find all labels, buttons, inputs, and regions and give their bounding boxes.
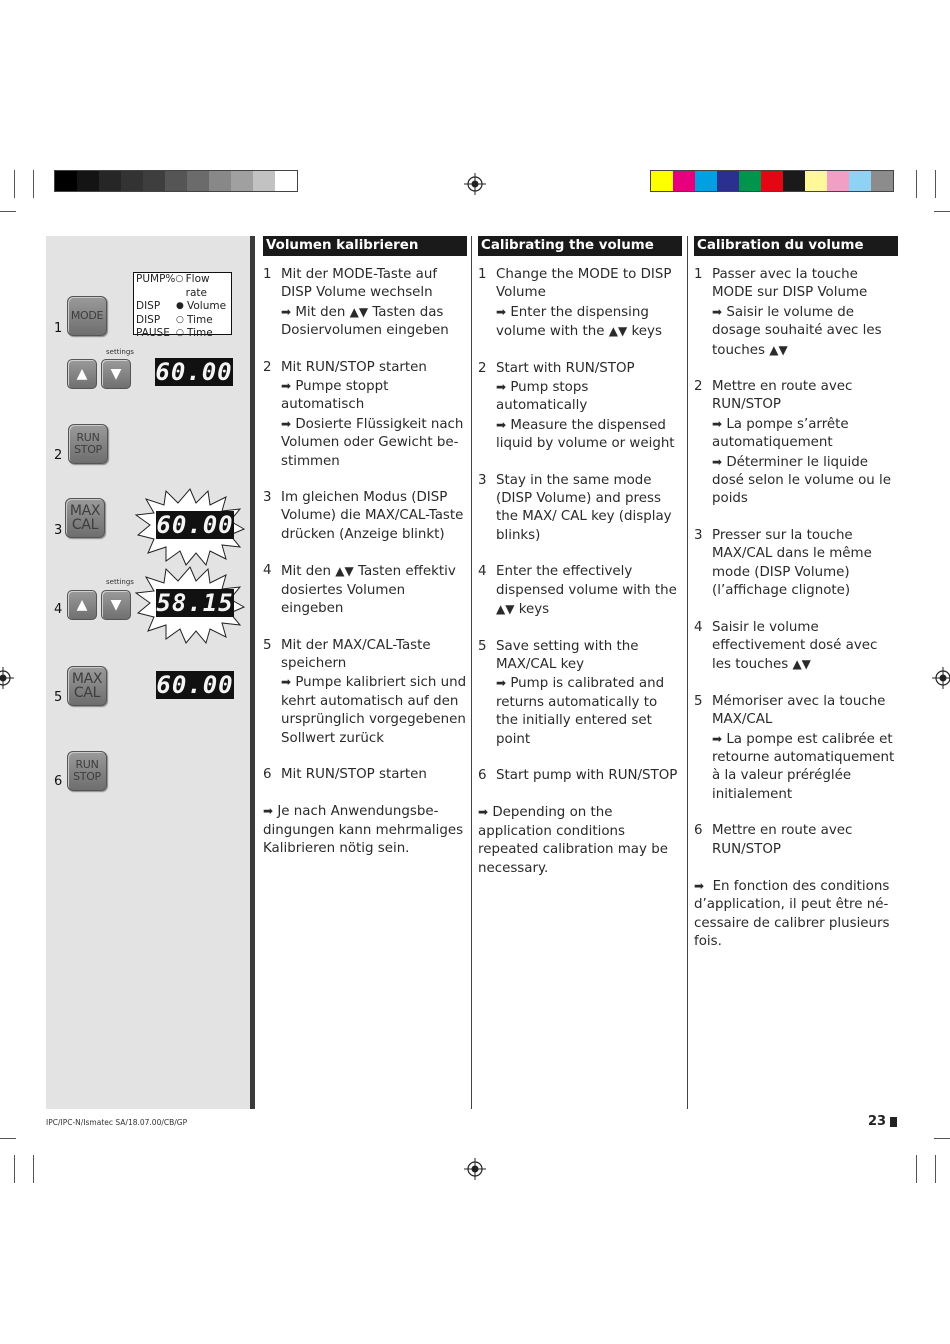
grey-swatch: [275, 171, 297, 191]
settings-label: settings: [106, 578, 134, 586]
radio-empty-icon: ○: [176, 328, 184, 338]
mode-name: DISP: [136, 300, 161, 312]
step-index: 4: [263, 563, 272, 579]
step-index: 2: [263, 359, 272, 375]
step-index: 4: [694, 619, 703, 635]
step-result: [496, 303, 682, 342]
up-down-keys-icon: ▲▼: [769, 342, 788, 357]
color-swatch: [783, 171, 805, 191]
crop-mark: [14, 1155, 15, 1183]
step-text: Tasten das Dosiervolumen eingeben: [281, 304, 449, 339]
mode-row: [134, 300, 231, 314]
lcd-display-blinking: 58.15: [156, 589, 234, 617]
step-number: 2: [54, 448, 63, 463]
radio-filled-icon: ●: [176, 301, 184, 311]
key-label-line: MAX: [69, 503, 101, 519]
instruction-step: [263, 637, 467, 748]
run-stop-key-label: [74, 432, 102, 456]
color-swatch: [849, 171, 871, 191]
step-index: 2: [478, 360, 487, 376]
arrow-up-icon: ▲: [76, 597, 88, 613]
step-text: Mémoriser avec la touche MAX/CAL: [712, 693, 886, 728]
step-text: keys: [518, 602, 550, 618]
step-index: 1: [694, 267, 703, 282]
run-stop-key-label: [73, 759, 101, 783]
mode-label: Volume: [187, 300, 227, 312]
registration-mark-icon: [464, 1158, 486, 1180]
step-text: Mit RUN/STOP starten: [281, 359, 427, 375]
crop-mark: [916, 1155, 917, 1183]
panel-divider: [250, 236, 255, 1109]
mode-name: DISP: [136, 313, 161, 326]
mode-label: Time: [187, 313, 213, 326]
mode-key[interactable]: [67, 296, 107, 336]
grey-swatch: [99, 171, 121, 191]
step-index: 3: [478, 472, 487, 488]
crop-mark: [0, 1138, 16, 1139]
page-number-text: 23: [868, 1114, 887, 1129]
crop-mark: [935, 170, 936, 198]
step-text: Start pump with RUN/STOP: [496, 767, 678, 783]
step-index: 5: [263, 637, 272, 653]
page-number: [868, 1114, 897, 1129]
instruction-step: [263, 766, 467, 784]
step-index: 5: [478, 638, 487, 654]
arrow-up-icon: ▲: [76, 366, 88, 382]
arrow-right-icon: ➡: [478, 805, 489, 820]
step-text: Mettre en route avec RUN/STOP: [712, 379, 853, 413]
step-result: [712, 415, 898, 453]
color-swatch: [871, 171, 893, 191]
note: [478, 803, 682, 878]
color-swatch: [739, 171, 761, 191]
step-text: Mit der MAX/CAL-Taste speichern: [281, 637, 431, 671]
step-text: Im gleichen Modus (DISP Volume) die MAX/CAL-Taste drücken (Anzeige blinkt): [281, 490, 464, 542]
step-result: [281, 673, 467, 748]
grey-swatch: [231, 171, 253, 191]
mode-row: [134, 327, 231, 341]
note-text: Depending on the application conditions repeated calibration may be necessary.: [478, 805, 668, 876]
arrow-down-icon: ▼: [110, 366, 122, 382]
crop-mark: [916, 170, 917, 198]
step-text: Pump stops automatically: [496, 380, 589, 414]
lcd-display: 60.00: [155, 358, 233, 386]
arrow-right-icon: ➡: [712, 454, 723, 469]
grey-swatch: [55, 171, 77, 191]
mode-label: Time: [187, 327, 213, 339]
column-french: [694, 236, 898, 952]
step-result: [496, 378, 682, 416]
step-text: Mit den: [295, 304, 346, 320]
note: [694, 877, 898, 952]
column-german: [263, 236, 467, 859]
key-label-line: MAX: [71, 671, 103, 687]
color-swatch: [805, 171, 827, 191]
step-text: Saisir le volume de dosage souhaité avec les touches: [712, 304, 882, 358]
step-number: 6: [54, 774, 63, 789]
step-index: 3: [694, 527, 703, 543]
section-heading: Calibrating the volume: [478, 236, 682, 256]
mode-label: Flow rate: [185, 273, 210, 299]
run-stop-key[interactable]: [68, 424, 108, 464]
arrow-right-icon: ➡: [694, 878, 705, 893]
down-key[interactable]: [101, 590, 131, 620]
crop-mark: [934, 1138, 950, 1139]
step-text: Stay in the same mode (DISP Volume) and press the MAX/ CAL key (display blinks): [496, 472, 672, 543]
step-index: 1: [263, 267, 272, 282]
max-cal-key[interactable]: [65, 498, 105, 538]
document-code: IPC/IPC-N/Ismatec SA/18.07.00/CB/GP: [46, 1118, 188, 1127]
step-text: Mettre en route avec RUN/STOP: [712, 823, 853, 857]
arrow-right-icon: ➡: [712, 416, 723, 431]
instruction-step: [263, 359, 467, 471]
step-number: 1: [54, 321, 63, 336]
up-key[interactable]: [67, 359, 97, 389]
radio-empty-icon: ○: [175, 274, 184, 284]
step-text: Measure the dispensed liquid by volume or weight: [496, 417, 675, 452]
up-down-keys-icon: ▲▼: [608, 324, 628, 339]
max-cal-key[interactable]: [67, 666, 107, 706]
key-label-line: CAL: [73, 685, 101, 701]
up-key[interactable]: [67, 590, 97, 620]
instruction-step: [694, 693, 898, 804]
arrow-right-icon: ➡: [263, 804, 274, 819]
instruction-step: [694, 527, 898, 601]
color-swatch: [827, 171, 849, 191]
step-text: Pump is calibrated and returns automatically to the initially entered set point: [496, 676, 665, 747]
step-number: 3: [54, 523, 63, 538]
grey-swatch: [187, 171, 209, 191]
step-text: keys: [631, 324, 662, 340]
key-label-line: RUN: [76, 431, 100, 444]
lcd-display-blinking: 60.00: [156, 511, 234, 539]
step-text: Dosierte Flüssigkeit nach Volumen oder Gewicht be-stimmen: [281, 416, 464, 469]
color-swatch: [717, 171, 739, 191]
step-index: 3: [263, 490, 272, 506]
instruction-step: [263, 266, 467, 341]
column-divider: [471, 236, 472, 1109]
page-marker-icon: [890, 1117, 897, 1127]
mode-row: [134, 273, 231, 300]
step-result: [712, 303, 898, 360]
note: [263, 802, 467, 858]
step-text: Mit den: [281, 564, 332, 580]
step-text: Passer avec la touche MODE sur DISP Volume: [712, 267, 868, 301]
instruction-step: [694, 822, 898, 859]
color-swatch: [695, 171, 717, 191]
down-key[interactable]: [101, 359, 131, 389]
arrow-right-icon: ➡: [281, 675, 292, 690]
grey-swatch: [209, 171, 231, 191]
mode-row: [134, 314, 231, 328]
arrow-right-icon: ➡: [496, 380, 507, 395]
step-result: [281, 303, 467, 341]
grey-swatch: [165, 171, 187, 191]
crop-mark: [14, 170, 15, 198]
crop-mark: [934, 211, 950, 212]
arrow-right-icon: ➡: [281, 416, 292, 431]
step-index: 6: [263, 766, 272, 782]
crop-mark: [33, 170, 34, 198]
step-text: Tasten effektiv dosiertes Volumen eingeben: [281, 564, 456, 617]
instruction-step: [263, 489, 467, 544]
instruction-step: [478, 472, 682, 546]
step-index: 4: [478, 564, 487, 580]
step-text: Mit RUN/STOP starten: [281, 766, 427, 782]
column-divider: [687, 236, 688, 1109]
note-text: En fonction des conditions d’application, il peut être né-cessaire de calibrer plusieurs fois.: [694, 878, 890, 950]
step-result: [496, 416, 682, 454]
step-number: 5: [54, 690, 63, 705]
step-result: [496, 674, 682, 749]
instruction-step: [263, 562, 467, 618]
key-label-line: RUN: [75, 758, 99, 771]
step-text: Pumpe stoppt automatisch: [281, 379, 389, 413]
instruction-step: [478, 767, 682, 785]
arrow-right-icon: ➡: [496, 417, 507, 432]
registration-mark-icon: [0, 667, 14, 689]
step-text: Presser sur la touche MAX/CAL dans le même mode (DISP Volume) (l’affichage clignote): [712, 527, 872, 599]
run-stop-key[interactable]: [67, 751, 107, 791]
up-down-keys-icon: ▲▼: [349, 304, 369, 319]
step-text: Change the MODE to DISP Volume: [496, 267, 672, 301]
settings-label: settings: [106, 348, 134, 356]
section-heading: Volumen kalibrieren: [263, 236, 467, 256]
step-index: 6: [478, 767, 487, 783]
arrow-right-icon: ➡: [496, 304, 507, 319]
step-text: La pompe s’arrête automatiquement: [712, 416, 849, 451]
arrow-right-icon: ➡: [712, 731, 723, 746]
arrow-right-icon: ➡: [281, 304, 292, 319]
step-index: 6: [694, 823, 703, 839]
step-text: Save setting with the MAX/CAL key: [496, 638, 639, 672]
registration-mark-icon: [932, 667, 950, 689]
instruction-step: [694, 378, 898, 509]
grey-swatch: [143, 171, 165, 191]
step-index: 1: [478, 267, 487, 282]
arrow-right-icon: ➡: [712, 304, 723, 319]
instruction-step: [694, 619, 898, 675]
key-label-line: STOP: [74, 443, 102, 456]
grey-swatch: [121, 171, 143, 191]
up-down-keys-icon: ▲▼: [496, 602, 515, 617]
up-down-keys-icon: ▲▼: [335, 564, 354, 579]
step-result: [712, 730, 898, 805]
lcd-display: 60.00: [156, 671, 234, 699]
note-text: Je nach Anwendungsbe-dingungen kann mehrmaliges Kalibrieren nötig sein.: [263, 804, 464, 857]
step-result: [281, 415, 467, 471]
step-text: Saisir le volume effectivement dosé avec les touches: [712, 619, 878, 673]
step-number: 4: [54, 602, 63, 617]
step-result: [712, 453, 898, 509]
instruction-step: [478, 563, 682, 619]
color-calibration-strip: [650, 170, 894, 192]
crop-mark: [0, 211, 16, 212]
key-label-line: STOP: [73, 770, 101, 783]
grey-calibration-strip: [54, 170, 298, 192]
step-index: 5: [694, 693, 703, 709]
arrow-right-icon: ➡: [281, 379, 292, 394]
grey-swatch: [77, 171, 99, 191]
instruction-step: [478, 360, 682, 454]
grey-swatch: [253, 171, 275, 191]
step-text: Pumpe kalibriert sich und kehrt automatisch auf den ursprünglich vorgegebenen Sollwert zurück: [281, 675, 467, 746]
arrow-down-icon: ▼: [110, 597, 122, 613]
mode-table: [133, 272, 232, 339]
mode-name: PAUSE: [136, 327, 170, 339]
color-swatch: [651, 171, 673, 191]
step-text: Déterminer le liquide dosé selon le volume ou le poids: [712, 454, 892, 507]
max-cal-key-label: [72, 672, 102, 700]
mode-key-label: MODE: [70, 309, 104, 322]
crop-mark: [935, 1155, 936, 1183]
step-text: La pompe est calibrée et retourne automatiquement à la valeur préréglée initialement: [712, 731, 895, 802]
section-heading: Calibration du volume: [694, 236, 898, 256]
column-english: [478, 236, 682, 878]
crop-mark: [33, 1155, 34, 1183]
instruction-step: [694, 266, 898, 360]
step-text: Mit der MODE-Taste auf DISP Volume wechseln: [281, 267, 438, 301]
step-index: 2: [694, 379, 703, 395]
key-label-line: CAL: [71, 517, 99, 533]
instruction-step: [478, 638, 682, 749]
max-cal-key-label: [70, 504, 100, 532]
registration-mark-icon: [464, 173, 486, 195]
radio-empty-icon: ○: [176, 314, 184, 325]
color-swatch: [761, 171, 783, 191]
step-text: Enter the dispensing volume with the: [496, 304, 649, 340]
arrow-right-icon: ➡: [496, 676, 507, 691]
mode-name: PUMP%: [136, 273, 176, 285]
step-text: Start with RUN/STOP: [496, 360, 635, 376]
up-down-keys-icon: ▲▼: [792, 657, 811, 672]
instruction-step: [478, 266, 682, 342]
color-swatch: [673, 171, 695, 191]
step-result: [281, 377, 467, 415]
step-text: Enter the effectively dispensed volume with the: [496, 564, 677, 598]
